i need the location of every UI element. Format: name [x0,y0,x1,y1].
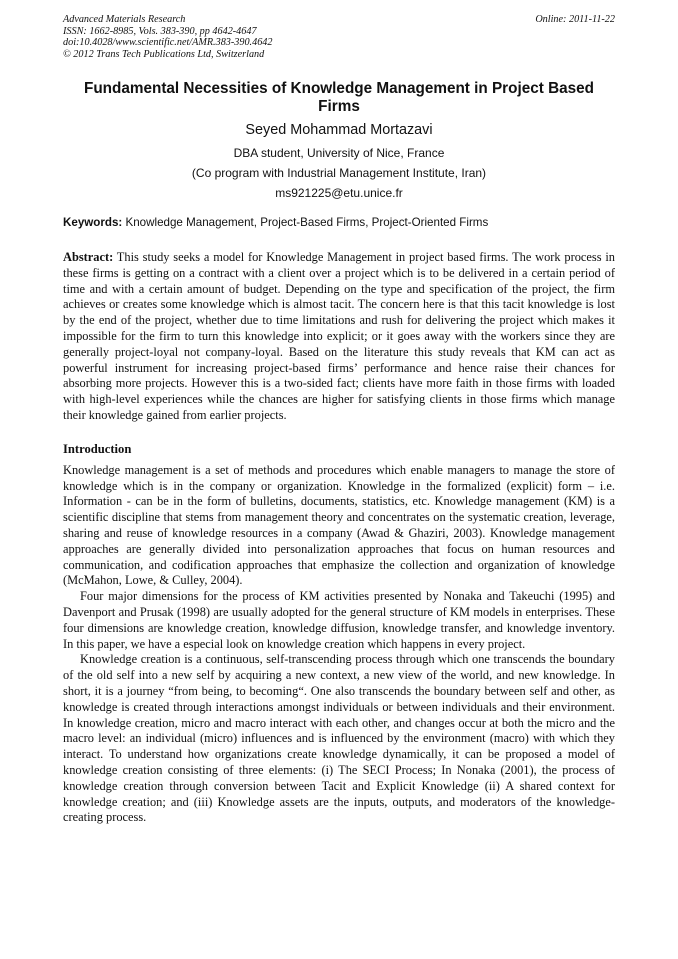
intro-paragraph: Knowledge management is a set of methods and procedures which enable managers to manage the store of knowledge which is in the company or organization. Knowledge in the formalized (explicit) form – i.e. Information - can be in the form of bulletins, documents, statistics, etc. Knowledge management (KM) is a scientific discipline that stems from management theory and concentrates on the systematic creation, leverage, sharing and reuse of knowledge resources in a company (Awad & Ghaziri, 2003). Knowledge management approaches are generally divided into personalization approaches that focus on human resources and communication, and codification approaches that emphasize the collection and organization of knowledge (McMahon, Lowe, & Culley, 2004). [63,462,615,588]
paper-title: Fundamental Necessities of Knowledge Management in Project Based Firms [83,80,595,115]
section-heading-introduction: Introduction [63,441,132,456]
abstract-text: This study seeks a model for Knowledge Management in project based firms. The work process in these firms is getting on a contract with a client over a project which is to be delivered in a certain period of time and with a certain amount of budget. Depending on the type and specification of the project, the firm achieves or creates some knowledge which is almost tacit. The concern here is that this tacit knowledge is lost by the end of the project, whether due to time limitations and rush for delivering the project which makes it impossible for the firm to turn this knowledge into explicit; or it goes away with the workers since they are generally project-loyal not company-loyal. Based on the literature this study reveals that KM can act as powerful instrument for increasing project-based firms’ performance and hence raise their chances for absorbing more projects. However this is a two-sided fact; clients have more faith in those firms with loaded with high-level experiences while the chances are higher for satisfying clients in those firms which manage their knowledge gained from earlier projects. [63,250,615,422]
journal-header [63,14,615,60]
intro-paragraph: Knowledge creation is a continuous, self-transcending process through which one transcends the boundary of the old self into a new self by acquiring a new context, a new view of the world, and new knowledge. In short, it is a journey “from being, to becoming“. One also transcends the boundary between self and other, as knowledge is created through interactions amongst individuals or between individuals and their environment. In knowledge creation, micro and macro interact with each other, and changes occur at both the micro and the macro level: an individual (micro) influences and is influenced by the environment (macro) with which they interact. To understand how organizations create knowledge dynamically, it can be proposed a model of knowledge creation consisting of three elements: (i) The SECI Process; In Nonaka (2001), the process of knowledge creation through conversion between Tacit and Explicit Knowledge (ii) A shared context for knowledge creation; and (iii) Knowledge assets are the inputs, outputs, and moderators of the knowledge-creating process. [63,652,615,825]
journal-name: Advanced Materials Research [63,14,186,25]
paper-author: Seyed Mohammad Mortazavi [245,122,433,138]
author-email: ms921225@etu.unice.fr [275,186,403,200]
author-affiliation: DBA student, University of Nice, France [233,146,445,160]
abstract [63,250,615,424]
intro-paragraph: Four major dimensions for the process of KM activities presented by Nonaka and Takeuchi (1995) and Davenport and Prusak (1998) are usually adopted for the general structure of KM models in enterprises. These four dimensions are knowledge creation, knowledge diffusion, knowledge transfer, and knowledge inventory. In this paper, we have a especial look on knowledge creation which happens in every project. [63,589,615,651]
abstract-label: Abstract: [63,250,114,264]
keywords-text: Knowledge Management, Project-Based Firms, Project-Oriented Firms [122,216,489,229]
keywords-label: Keywords: [63,216,123,229]
journal-issn: ISSN: 1662-8985, Vols. 383-390, pp 4642-4647 [63,25,257,37]
keywords [63,216,615,230]
online-date: Online: 2011-11-22 [535,14,615,25]
author-affiliation-secondary: (Co program with Industrial Management Institute, Iran) [191,166,487,180]
journal-copyright: © 2012 Trans Tech Publications Ltd, Switzerland [63,48,265,60]
journal-doi: doi:10.4028/www.scientific.net/AMR.383-390.4642 [63,37,273,48]
